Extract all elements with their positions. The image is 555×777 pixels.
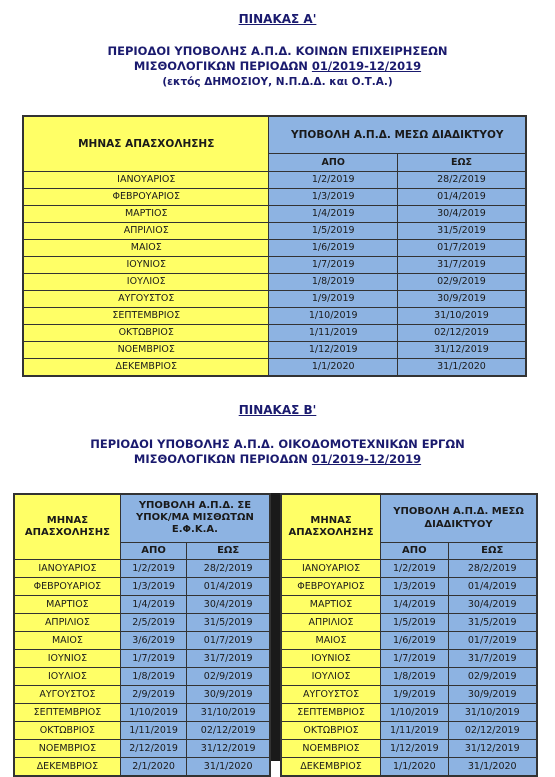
table-b-right-col-submission: ΥΠΟΒΟΛΗ Α.Π.Δ. ΜΕΣΩ ΔΙΑΔΙΚΤΥΟΥ <box>381 494 537 542</box>
from-cell: 2/1/2020 <box>120 757 186 776</box>
to-cell: 31/12/2019 <box>397 341 526 358</box>
month-cell: ΜΑΙΟΣ <box>14 631 120 649</box>
table-row <box>14 667 270 685</box>
from-cell: 1/10/2019 <box>120 703 186 721</box>
to-cell: 31/12/2019 <box>448 739 537 757</box>
table-b-left-col-submission: ΥΠΟΒΟΛΗ Α.Π.Δ. ΣΕ ΥΠΟΚ/ΜΑ ΜΙΣΘΩΤΩΝ Ε.Φ.Κ.Α. <box>120 494 270 542</box>
to-cell: 30/4/2019 <box>397 205 526 222</box>
month-cell: ΝΟΕΜΒΡΙΟΣ <box>14 739 120 757</box>
table-b-left <box>13 493 271 777</box>
table-row <box>14 703 270 721</box>
to-cell: 31/1/2020 <box>397 358 526 376</box>
table-row <box>23 341 526 358</box>
from-cell: 2/12/2019 <box>120 739 186 757</box>
table-row <box>23 290 526 307</box>
table-row <box>14 685 270 703</box>
table-row <box>14 739 270 757</box>
month-cell: ΑΥΓΟΥΣΤΟΣ <box>281 685 381 703</box>
from-cell: 1/12/2019 <box>381 739 448 757</box>
table-row <box>23 256 526 273</box>
month-cell: ΑΥΓΟΥΣΤΟΣ <box>14 685 120 703</box>
table-a-heading-line2: ΜΙΣΘΟΛΟΓΙΚΩΝ ΠΕΡΙΟΔΩΝ 01/2019-12/2019 <box>133 59 422 73</box>
month-cell: ΜΑΡΤΙΟΣ <box>281 595 381 613</box>
table-row <box>281 667 537 685</box>
table-a-heading-line3: (εκτός ΔΗΜΟΣΙΟΥ, Ν.Π.Δ.Δ. και Ο.Τ.Α.) <box>162 76 393 88</box>
from-cell: 1/1/2020 <box>381 757 448 776</box>
table-a <box>22 115 527 377</box>
to-cell: 30/9/2019 <box>397 290 526 307</box>
to-cell: 30/9/2019 <box>187 685 270 703</box>
to-cell: 01/4/2019 <box>187 577 270 595</box>
table-row <box>14 721 270 739</box>
table-b-title: ΠΙΝΑΚΑΣ Β' <box>238 403 317 417</box>
table-row <box>281 739 537 757</box>
to-cell: 31/5/2019 <box>187 613 270 631</box>
to-cell: 31/1/2020 <box>448 757 537 776</box>
from-cell: 1/12/2019 <box>269 341 397 358</box>
to-cell: 31/5/2019 <box>397 222 526 239</box>
table-row <box>281 613 537 631</box>
from-cell: 2/9/2019 <box>120 685 186 703</box>
month-cell: ΣΕΠΤΕΜΒΡΙΟΣ <box>23 307 269 324</box>
month-cell: ΝΟΕΜΒΡΙΟΣ <box>23 341 269 358</box>
month-cell: ΔΕΚΕΜΒΡΙΟΣ <box>14 757 120 776</box>
table-b-left-body <box>14 559 270 776</box>
from-cell: 1/2/2019 <box>120 559 186 577</box>
table-a-body <box>23 171 526 376</box>
table-a-heading-line1: ΠΕΡΙΟΔΟΙ ΥΠΟΒΟΛΗΣ Α.Π.Δ. ΚΟΙΝΩΝ ΕΠΙΧΕΙΡΗΣΕΩΝ <box>107 44 448 58</box>
table-b-right <box>280 493 538 777</box>
from-cell: 1/3/2019 <box>120 577 186 595</box>
month-cell: ΝΟΕΜΒΡΙΟΣ <box>281 739 381 757</box>
to-cell: 30/4/2019 <box>448 595 537 613</box>
to-cell: 02/9/2019 <box>397 273 526 290</box>
from-cell: 1/3/2019 <box>381 577 448 595</box>
from-cell: 1/4/2019 <box>269 205 397 222</box>
table-b-heading-line2: ΜΙΣΘΟΛΟΓΙΚΩΝ ΠΕΡΙΟΔΩΝ 01/2019-12/2019 <box>133 452 422 466</box>
month-cell: ΟΚΤΩΒΡΙΟΣ <box>23 324 269 341</box>
month-cell: ΑΠΡΙΛΙΟΣ <box>14 613 120 631</box>
from-cell: 1/6/2019 <box>381 631 448 649</box>
table-b-right-body <box>281 559 537 776</box>
table-b-right-col-to: ΕΩΣ <box>448 542 537 559</box>
month-cell: ΙΑΝΟΥΑΡΙΟΣ <box>23 171 269 188</box>
from-cell: 1/8/2019 <box>269 273 397 290</box>
table-b-left-col-month: ΜΗΝΑΣ ΑΠΑΣΧΟΛΗΣΗΣ <box>14 494 120 559</box>
from-cell: 1/11/2019 <box>381 721 448 739</box>
to-cell: 31/1/2020 <box>187 757 270 776</box>
table-row <box>23 358 526 376</box>
from-cell: 1/11/2019 <box>120 721 186 739</box>
month-cell: ΑΥΓΟΥΣΤΟΣ <box>23 290 269 307</box>
table-row <box>23 222 526 239</box>
table-a-period: 01/2019-12/2019 <box>311 59 422 73</box>
from-cell: 1/7/2019 <box>269 256 397 273</box>
table-row <box>281 703 537 721</box>
from-cell: 1/7/2019 <box>381 649 448 667</box>
table-a-col-month: ΜΗΝΑΣ ΑΠΑΣΧΟΛΗΣΗΣ <box>23 116 269 171</box>
table-a-title: ΠΙΝΑΚΑΣ Α' <box>238 12 317 26</box>
table-row <box>281 631 537 649</box>
table-row <box>281 559 537 577</box>
from-cell: 1/5/2019 <box>269 222 397 239</box>
month-cell: ΙΟΥΝΙΟΣ <box>14 649 120 667</box>
to-cell: 01/7/2019 <box>448 631 537 649</box>
from-cell: 1/10/2019 <box>381 703 448 721</box>
to-cell: 28/2/2019 <box>187 559 270 577</box>
month-cell: ΜΑΡΤΙΟΣ <box>14 595 120 613</box>
from-cell: 1/4/2019 <box>381 595 448 613</box>
month-cell: ΙΟΥΛΙΟΣ <box>281 667 381 685</box>
to-cell: 31/10/2019 <box>187 703 270 721</box>
to-cell: 31/7/2019 <box>397 256 526 273</box>
month-cell: ΜΑΙΟΣ <box>281 631 381 649</box>
table-row <box>281 595 537 613</box>
table-row <box>14 649 270 667</box>
month-cell: ΙΟΥΝΙΟΣ <box>23 256 269 273</box>
to-cell: 28/2/2019 <box>397 171 526 188</box>
from-cell: 1/4/2019 <box>120 595 186 613</box>
month-cell: ΣΕΠΤΕΜΒΡΙΟΣ <box>14 703 120 721</box>
month-cell: ΟΚΤΩΒΡΙΟΣ <box>14 721 120 739</box>
from-cell: 1/1/2020 <box>269 358 397 376</box>
table-row <box>23 171 526 188</box>
table-row <box>281 577 537 595</box>
table-a-col-submission: ΥΠΟΒΟΛΗ Α.Π.Δ. ΜΕΣΩ ΔΙΑΔΙΚΤΥΟΥ <box>269 116 526 153</box>
month-cell: ΑΠΡΙΛΙΟΣ <box>281 613 381 631</box>
from-cell: 1/11/2019 <box>269 324 397 341</box>
from-cell: 1/10/2019 <box>269 307 397 324</box>
month-cell: ΦΕΒΡΟΥΑΡΙΟΣ <box>281 577 381 595</box>
month-cell: ΔΕΚΕΜΒΡΙΟΣ <box>23 358 269 376</box>
table-b-period: 01/2019-12/2019 <box>311 452 422 466</box>
to-cell: 31/10/2019 <box>397 307 526 324</box>
table-row <box>281 757 537 776</box>
table-row <box>23 307 526 324</box>
from-cell: 1/2/2019 <box>381 559 448 577</box>
to-cell: 30/4/2019 <box>187 595 270 613</box>
from-cell: 1/2/2019 <box>269 171 397 188</box>
table-a-col-from: ΑΠΟ <box>269 153 397 171</box>
to-cell: 02/12/2019 <box>187 721 270 739</box>
to-cell: 31/5/2019 <box>448 613 537 631</box>
to-cell: 31/12/2019 <box>187 739 270 757</box>
to-cell: 02/9/2019 <box>187 667 270 685</box>
to-cell: 30/9/2019 <box>448 685 537 703</box>
month-cell: ΜΑΙΟΣ <box>23 239 269 256</box>
table-row <box>23 273 526 290</box>
from-cell: 1/6/2019 <box>269 239 397 256</box>
from-cell: 1/7/2019 <box>120 649 186 667</box>
table-row <box>281 685 537 703</box>
table-row <box>23 324 526 341</box>
table-row <box>14 757 270 776</box>
table-row <box>14 559 270 577</box>
to-cell: 31/10/2019 <box>448 703 537 721</box>
to-cell: 02/12/2019 <box>397 324 526 341</box>
month-cell: ΙΟΥΛΙΟΣ <box>23 273 269 290</box>
to-cell: 31/7/2019 <box>448 649 537 667</box>
from-cell: 2/5/2019 <box>120 613 186 631</box>
table-row <box>14 631 270 649</box>
table-row <box>14 595 270 613</box>
month-cell: ΦΕΒΡΟΥΑΡΙΟΣ <box>23 188 269 205</box>
table-row <box>281 721 537 739</box>
from-cell: 3/6/2019 <box>120 631 186 649</box>
table-row <box>23 188 526 205</box>
month-cell: ΙΟΥΛΙΟΣ <box>14 667 120 685</box>
table-row <box>281 649 537 667</box>
month-cell: ΙΟΥΝΙΟΣ <box>281 649 381 667</box>
month-cell: ΑΠΡΙΛΙΟΣ <box>23 222 269 239</box>
month-cell: ΟΚΤΩΒΡΙΟΣ <box>281 721 381 739</box>
table-b-right-col-from: ΑΠΟ <box>381 542 448 559</box>
from-cell: 1/9/2019 <box>269 290 397 307</box>
from-cell: 1/9/2019 <box>381 685 448 703</box>
table-b-left-col-from: ΑΠΟ <box>120 542 186 559</box>
month-cell: ΣΕΠΤΕΜΒΡΙΟΣ <box>281 703 381 721</box>
to-cell: 02/9/2019 <box>448 667 537 685</box>
from-cell: 1/8/2019 <box>381 667 448 685</box>
month-cell: ΔΕΚΕΜΒΡΙΟΣ <box>281 757 381 776</box>
from-cell: 1/5/2019 <box>381 613 448 631</box>
from-cell: 1/3/2019 <box>269 188 397 205</box>
to-cell: 01/7/2019 <box>187 631 270 649</box>
table-b-right-col-month: ΜΗΝΑΣ ΑΠΑΣΧΟΛΗΣΗΣ <box>281 494 381 559</box>
table-row <box>14 577 270 595</box>
to-cell: 01/7/2019 <box>397 239 526 256</box>
table-b-left-col-to: ΕΩΣ <box>187 542 270 559</box>
to-cell: 02/12/2019 <box>448 721 537 739</box>
month-cell: ΜΑΡΤΙΟΣ <box>23 205 269 222</box>
from-cell: 1/8/2019 <box>120 667 186 685</box>
to-cell: 01/4/2019 <box>448 577 537 595</box>
to-cell: 01/4/2019 <box>397 188 526 205</box>
table-b-heading-line1: ΠΕΡΙΟΔΟΙ ΥΠΟΒΟΛΗΣ Α.Π.Δ. ΟΙΚΟΔΟΜΟΤΕΧΝΙΚΩΝ ΕΡΓΩΝ <box>90 437 465 451</box>
to-cell: 28/2/2019 <box>448 559 537 577</box>
to-cell: 31/7/2019 <box>187 649 270 667</box>
month-cell: ΙΑΝΟΥΑΡΙΟΣ <box>281 559 381 577</box>
table-row <box>14 613 270 631</box>
table-row <box>23 205 526 222</box>
table-a-col-to: ΕΩΣ <box>397 153 526 171</box>
table-row <box>23 239 526 256</box>
month-cell: ΦΕΒΡΟΥΑΡΙΟΣ <box>14 577 120 595</box>
table-separator <box>271 493 280 761</box>
month-cell: ΙΑΝΟΥΑΡΙΟΣ <box>14 559 120 577</box>
